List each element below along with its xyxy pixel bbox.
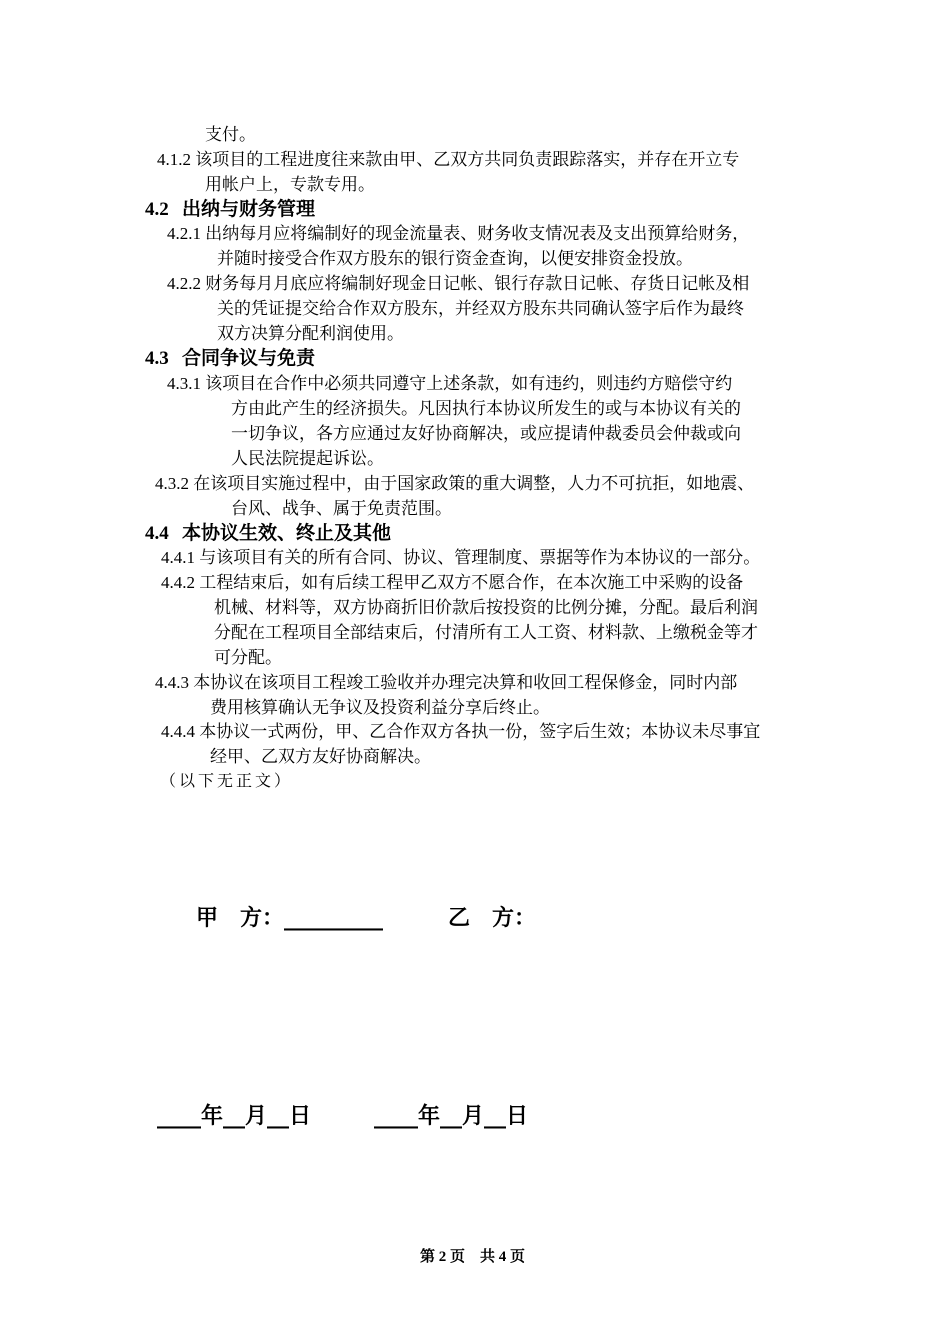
text-line: 并随时接受合作双方股东的银行资金查询，以便安排资金投放。 [217, 249, 693, 268]
party-b-date: ____年__月__日 [374, 1104, 529, 1129]
text-line: 经甲、乙双方友好协商解决。 [210, 747, 431, 766]
text-line: 双方决算分配利润使用。 [217, 324, 404, 343]
text-line: 台风、战争、属于免责范围。 [231, 499, 452, 518]
clause-4-4-1: 4.4.1 与该项目有关的所有合同、协议、管理制度、票据等作为本协议的一部分。 [161, 548, 761, 567]
text-line: 用帐户上，专款专用。 [205, 175, 375, 194]
clause-4-4-3: 4.4.3 本协议在该项目工程竣工验收并办理完决算和收回工程保修金，同时内部 [155, 673, 738, 692]
section-title: 本协议生效、终止及其他 [181, 522, 391, 544]
party-a-signature: 甲 方：_________ [196, 906, 384, 931]
text-line: 人民法院提起诉讼。 [231, 449, 384, 468]
clause-4-2-2: 4.2.2 财务每月月底应将编制好现金日记帐、银行存款日记帐、存货日记帐及相 [167, 274, 750, 293]
clause-4-4-2: 4.4.2 工程结束后，如有后续工程甲乙双方不愿合作，在本次施工中采购的设备 [161, 573, 744, 592]
clause-4-2-1: 4.2.1 出纳每月应将编制好的现金流量表、财务收支情况表及支出预算给财务， [167, 224, 750, 243]
text-line: 一切争议，各方应通过友好协商解决，或应提请仲裁委员会仲裁或向 [231, 424, 741, 443]
section-heading-4-4 [145, 521, 391, 546]
party-b-signature: 乙 方： [448, 906, 537, 931]
section-number: 4.3 [145, 348, 169, 369]
text-line: 支付。 [205, 125, 256, 144]
party-a-date: ____年__月__日 [157, 1104, 312, 1129]
text-line: 分配在工程项目全部结束后，付清所有工人工资、材料款、上缴税金等才 [214, 623, 758, 642]
section-number: 4.2 [145, 199, 169, 220]
no-further-text-note: （以下无正文） [160, 773, 294, 790]
clause-4-1-2: 4.1.2 该项目的工程进度往来款由甲、乙双方共同负责跟踪落实，并存在开立专 [157, 150, 740, 169]
text-line: 方由此产生的经济损失。凡因执行本协议所发生的或与本协议有关的 [231, 399, 741, 418]
section-title: 合同争议与免责 [181, 347, 315, 369]
text-line: 关的凭证提交给合作双方股东，并经双方股东共同确认签字后作为最终 [217, 299, 744, 318]
page-number-footer: 第 2 页 共 4 页 [420, 1249, 526, 1265]
text-line: 机械、材料等，双方协商折旧价款后按投资的比例分摊，分配。最后利润 [214, 598, 758, 617]
section-heading-4-2 [145, 197, 315, 222]
section-number: 4.4 [145, 523, 169, 544]
text-line: 可分配。 [214, 648, 282, 667]
clause-4-3-2: 4.3.2 在该项目实施过程中，由于国家政策的重大调整，人力不可抗拒，如地震、 [155, 474, 755, 493]
section-heading-4-3 [145, 346, 315, 371]
clause-4-4-4: 4.4.4 本协议一式两份，甲、乙合作双方各执一份，签字后生效；本协议未尽事宜 [161, 722, 761, 741]
text-line: 费用核算确认无争议及投资利益分享后终止。 [210, 698, 550, 717]
section-title: 出纳与财务管理 [181, 198, 315, 220]
clause-4-3-1: 4.3.1 该项目在合作中必须共同遵守上述条款，如有违约，则违约方赔偿守约 [167, 374, 733, 393]
